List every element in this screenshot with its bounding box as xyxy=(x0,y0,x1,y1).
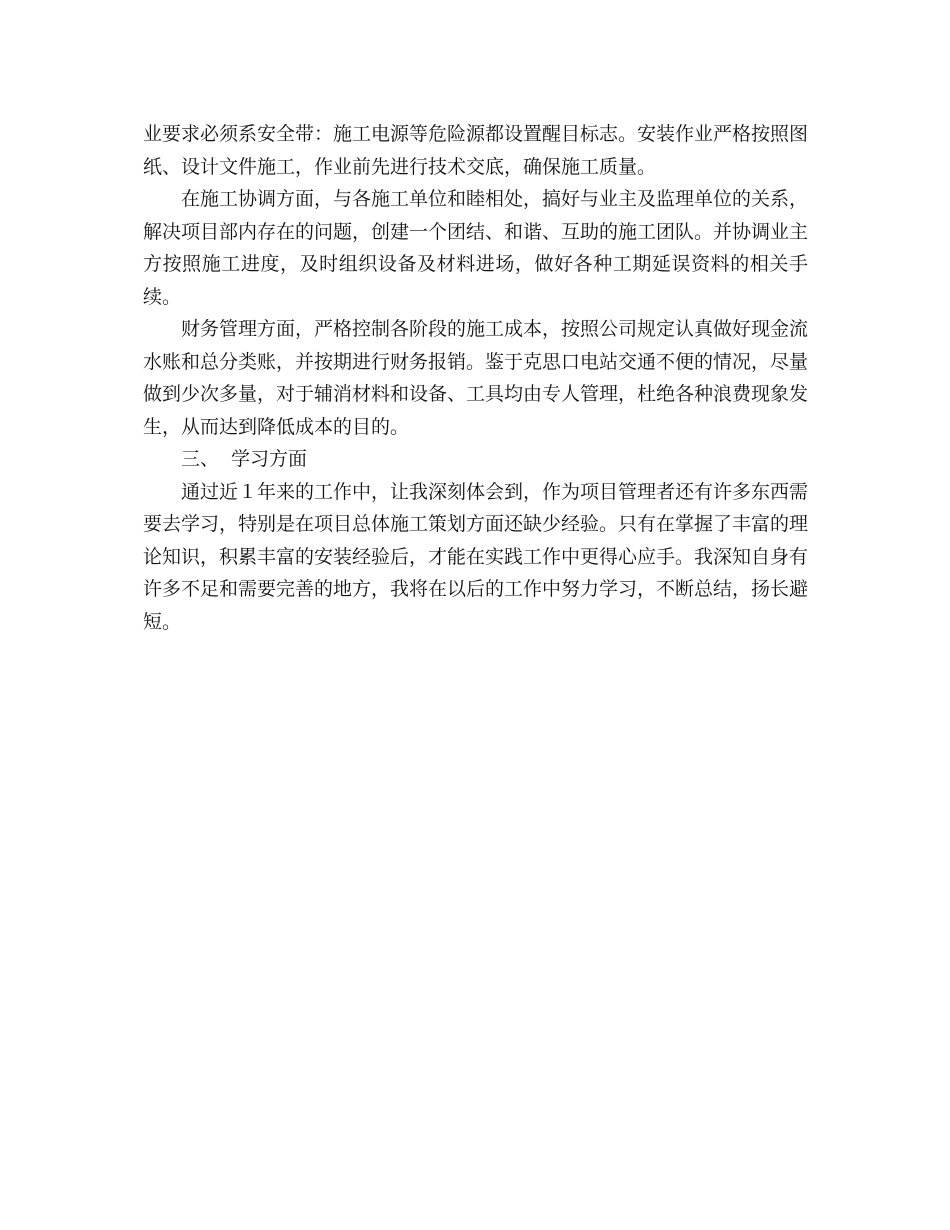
document-body xyxy=(143,118,808,638)
section-heading-title: 学习方面 xyxy=(231,448,308,470)
section-heading-study xyxy=(143,443,808,476)
paragraph-finance: 财务管理方面，严格控制各阶段的施工成本，按照公司规定认真做好现金流水账和总分类账，并按期进行财务报销。鉴于克思口电站交通不便的情况，尽量做到少次多量，对于辅消材料和设备、工具均由专人管理，杜绝各种浪费现象发生，从而达到降低成本的目的。 xyxy=(143,318,809,438)
paragraph-safety-quality: 业要求必须系安全带：施工电源等危险源都设置醒目标志。安装作业严格按照图纸、设计文件施工，作业前先进行技术交底，确保施工质量。 xyxy=(143,123,809,178)
section-heading-number: 三、 xyxy=(181,448,220,470)
paragraph-study: 通过近１年来的工作中，让我深刻体会到，作为项目管理者还有许多东西需要去学习，特别是在项目总体施工策划方面还缺少经验。只有在掌握了丰富的理论知识，积累丰富的安装经验后，才能在实践工作中更得心应手。我深知自身有许多不足和需要完善的地方，我将在以后的工作中努力学习，不断总结，扬长避短。 xyxy=(143,480,809,633)
paragraph-coordination: 在施工协调方面，与各施工单位和睦相处，搞好与业主及监理单位的关系，解决项目部内存在的问题，创建一个团结、和谐、互助的施工团队。并协调业主方按照施工进度，及时组织设备及材料进场，做好各种工期延误资料的相关手续。 xyxy=(143,188,809,308)
